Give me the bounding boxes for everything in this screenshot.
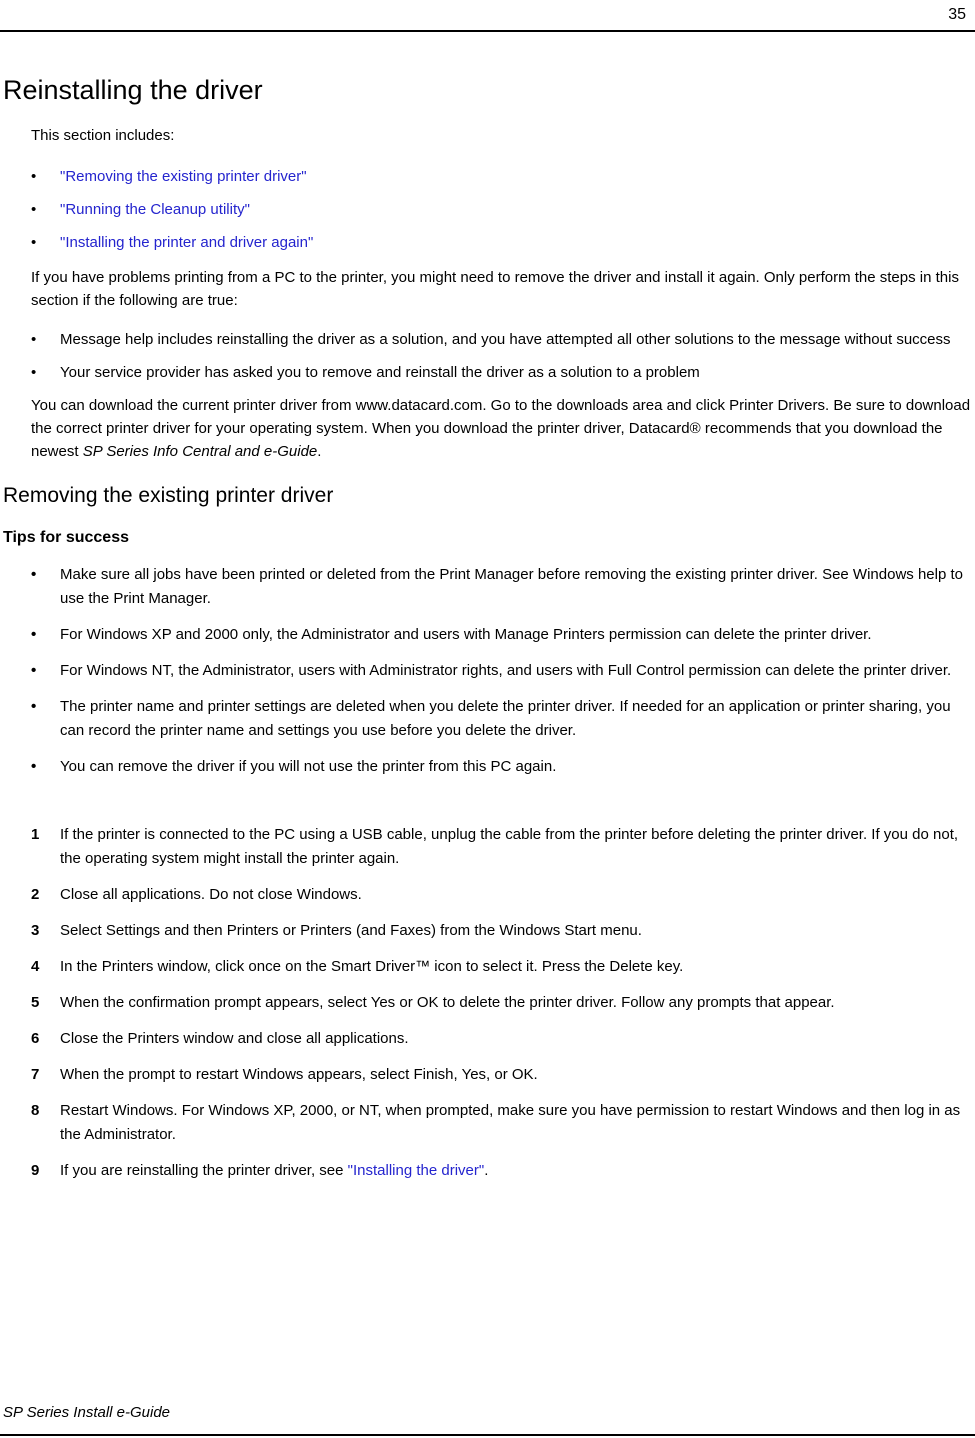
tip-item (31, 659, 971, 683)
step-text: Restart Windows. For Windows XP, 2000, or NT, when prompted, make sure you have permission to restart Windows and then log in as the Administrator. (60, 1102, 961, 1143)
page-content (3, 74, 971, 1195)
bullet-icon: • (31, 364, 37, 381)
section-link-list (31, 165, 971, 254)
step-number: 8 (31, 1102, 40, 1119)
subsection-heading: Removing the existing printer driver (3, 484, 334, 507)
step-item (31, 991, 971, 1015)
step-text: When the confirmation prompt appears, select Yes or OK to delete the printer driver. Follow any prompts that appear. (60, 994, 835, 1011)
step-number: 5 (31, 994, 40, 1011)
step-text: Close all applications. Do not close Windows. (60, 886, 362, 903)
bullet-icon: • (31, 168, 37, 185)
list-item (31, 165, 971, 188)
link-installing-printer-driver-again[interactable]: "Installing the printer and driver again" (60, 234, 314, 251)
link-removing-existing-driver[interactable]: "Removing the existing printer driver" (60, 168, 307, 185)
step-text: When the prompt to restart Windows appears, select Finish, Yes, or OK. (60, 1066, 538, 1083)
step-text: Close the Printers window and close all applications. (60, 1030, 409, 1047)
tip-item (31, 755, 971, 779)
list-item (31, 231, 971, 254)
step-number: 1 (31, 826, 40, 843)
step-number: 3 (31, 922, 40, 939)
bullet-icon: • (31, 566, 37, 583)
step-item (31, 955, 971, 979)
step-item (31, 883, 971, 907)
tip-item (31, 563, 971, 611)
bullet-text: Message help includes reinstalling the driver as a solution, and you have attempted all other solutions to the message without success (60, 331, 951, 348)
intro-lead: This section includes: (31, 127, 175, 144)
page-title: Reinstalling the driver (3, 75, 263, 105)
tip-text: For Windows NT, the Administrator, users with Administrator rights, and users with Full Control permission can delete the printer driver. (60, 662, 952, 679)
step-text-before: If you are reinstalling the printer driver, see (60, 1162, 348, 1179)
intro-paragraph: If you have problems printing from a PC to the printer, you might need to remove the driver and install it again. Only perform the steps in this section if the following are true: (31, 269, 959, 309)
bullet-icon: • (31, 234, 37, 251)
tips-heading: Tips for success (3, 529, 129, 546)
step-number: 7 (31, 1066, 40, 1083)
step-text: Select Settings and then Printers or Printers (and Faxes) from the Windows Start menu. (60, 922, 642, 939)
bullet-icon: • (31, 201, 37, 218)
page-number: 35 (948, 6, 966, 23)
tip-text: You can remove the driver if you will not use the printer from this PC again. (60, 758, 557, 775)
step-number: 6 (31, 1030, 40, 1047)
link-installing-the-driver[interactable]: "Installing the driver" (347, 1162, 485, 1179)
bullet-icon: • (31, 662, 37, 679)
bullet-item (31, 328, 971, 351)
footer-text: SP Series Install e-Guide (3, 1404, 171, 1421)
step-number: 9 (31, 1162, 40, 1179)
step-text: If the printer is connected to the PC using a USB cable, unplug the cable from the printer before deleting the printer driver. If you do not, the operating system might install the printer again. (60, 826, 959, 867)
link-running-cleanup-utility[interactable]: "Running the Cleanup utility" (60, 201, 250, 218)
bullet-icon: • (31, 331, 37, 348)
list-item (31, 198, 971, 221)
step-item (31, 1159, 971, 1183)
step-number: 4 (31, 958, 40, 975)
download-text-end: . (317, 443, 322, 460)
bullet-icon: • (31, 626, 37, 643)
step-item (31, 823, 971, 871)
tip-text: Make sure all jobs have been printed or deleted from the Print Manager before removing the existing printer driver. See Windows help to use the Print Manager. (60, 566, 963, 607)
steps-list (31, 823, 971, 1183)
step-item (31, 1063, 971, 1087)
download-paragraph (31, 394, 971, 463)
step-text (60, 1159, 488, 1183)
condition-bullet-list (31, 328, 971, 384)
guide-name-italic: SP Series Info Central and e-Guide (82, 443, 318, 460)
step-text: In the Printers window, click once on the Smart Driver™ icon to select it. Press the Delete key. (60, 958, 684, 975)
tip-item (31, 623, 971, 647)
tip-item (31, 695, 971, 743)
step-item (31, 1027, 971, 1051)
bottom-rule (0, 1434, 975, 1436)
step-text-after: . (484, 1162, 489, 1179)
bullet-text: Your service provider has asked you to remove and reinstall the driver as a solution to a problem (60, 364, 700, 381)
bullet-item (31, 361, 971, 384)
bullet-icon: • (31, 698, 37, 715)
step-item (31, 919, 971, 943)
step-item (31, 1099, 971, 1147)
tips-list (31, 563, 971, 779)
tip-text: The printer name and printer settings are deleted when you delete the printer driver. If needed for an application or printer sharing, you can record the printer name and settings you use before you delete the driver. (60, 698, 951, 739)
step-number: 2 (31, 886, 40, 903)
top-rule (0, 30, 975, 32)
tip-text: For Windows XP and 2000 only, the Administrator and users with Manage Printers permission can delete the printer driver. (60, 626, 872, 643)
download-text: You can download the current printer driver from www.datacard.com. Go to the downloads area and click Printer Drivers. Be sure to download the correct printer driver for your operating system. When you download the printer driver, Datacard® recommends that you download the newest (31, 397, 971, 460)
bullet-icon: • (31, 758, 37, 775)
